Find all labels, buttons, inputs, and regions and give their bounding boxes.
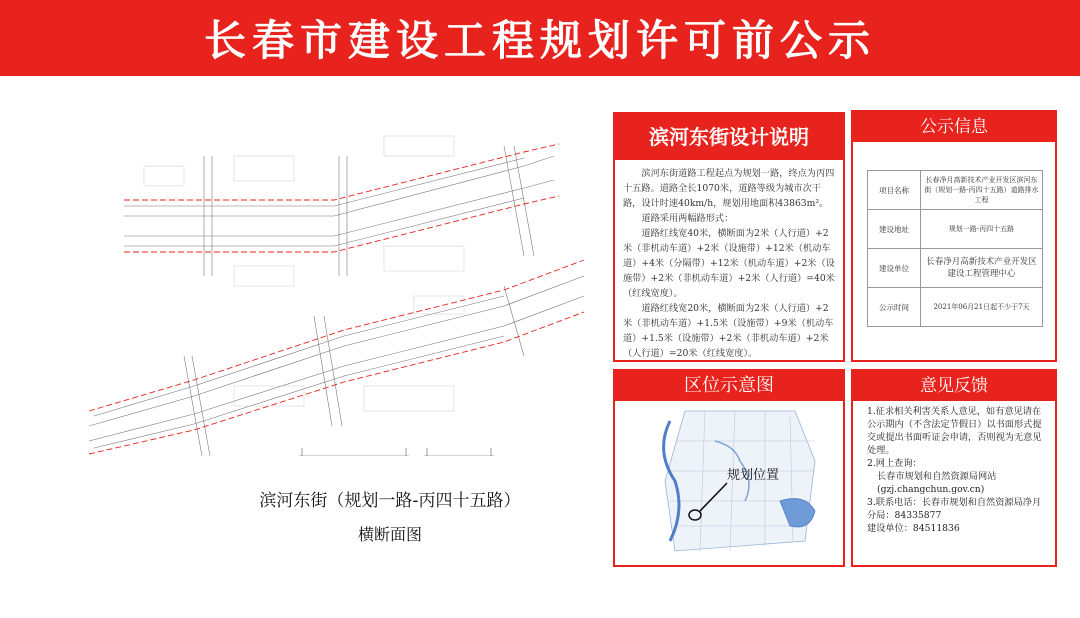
header-banner	[0, 0, 1080, 76]
info-value: 规划一路-丙四十五路	[921, 210, 1043, 249]
feedback-line: 1.征求相关利害关系人意见，如有意见请在公示期内（不含法定节假日）以书面形式提交或提出书面听证会申请，否则视为无意见处理。	[867, 406, 1042, 456]
feedback-body	[853, 401, 1055, 535]
info-key: 建设地址	[868, 210, 921, 249]
location-map-title: 区位示意图	[615, 371, 843, 401]
road-plan-drawing	[84, 96, 590, 456]
info-value: 长春净月高新技术产业开发区滨河东街（规划一路-丙四十五路）道路排水工程	[921, 171, 1043, 210]
page-title: 长春市建设工程规划许可前公示	[203, 16, 876, 65]
design-paragraph: 道路红线宽20米，横断面为2米（人行道）+2米（非机动车道）+1.5米（设施带）+9米（机动车道）+1.5米（设施带）+2米（非机动车道）+2米（人行道）=20米（红线宽度）。	[623, 303, 834, 359]
public-info-table	[867, 170, 1043, 327]
location-map-panel	[613, 369, 845, 567]
public-info-panel	[851, 110, 1057, 362]
road-plan-svg	[84, 96, 590, 456]
plan-caption: 滨河东街（规划一路-丙四十五路）	[259, 491, 521, 511]
public-info-title: 公示信息	[853, 112, 1055, 142]
table-row	[868, 171, 1043, 210]
info-key: 项目名称	[868, 171, 921, 210]
feedback-line: 长春市规划和自然资源局网站	[877, 471, 997, 482]
table-row	[868, 288, 1043, 327]
info-key: 公示时间	[868, 288, 921, 327]
design-paragraph: 道路采用两幅路形式：	[641, 213, 734, 224]
design-description-title: 滨河东街设计说明	[615, 114, 843, 160]
feedback-title: 意见反馈	[853, 371, 1055, 401]
info-key: 建设单位	[868, 249, 921, 288]
design-description-body	[615, 160, 843, 361]
table-row	[868, 249, 1043, 288]
feedback-line: 建设单位：84511836	[867, 523, 960, 534]
info-value: 长春净月高新技术产业开发区建设工程管理中心	[921, 249, 1043, 288]
feedback-panel	[851, 369, 1057, 567]
location-label: 规划位置	[727, 468, 780, 483]
feedback-line: 2.网上查询：	[867, 458, 922, 469]
location-map	[615, 401, 843, 561]
feedback-website-link[interactable]: (gzj.changchun.gov.cn)	[877, 484, 985, 495]
feedback-line: 3.联系电话：长春市规划和自然资源局净月分局：84335877	[867, 497, 1042, 521]
design-paragraph: 道路红线宽40米，横断面为2米（人行道）+2米（非机动车道）+2米（设施带）+12米（机动车道）+4米（分隔带）+12米（机动车道）+2米（设施带）+2米（非机动车道）+2米（人行道）=40米（红线宽度）。	[623, 228, 835, 299]
table-row	[868, 210, 1043, 249]
design-description-panel	[613, 112, 845, 362]
design-paragraph: 滨河东街道路工程起点为规划一路，终点为丙四十五路。道路全长1070米，道路等级为城市次干路，设计时速40km/h，规划用地面积43863m²。	[623, 168, 835, 209]
plan-subtitle: 横断面图	[357, 525, 422, 544]
info-value: 2021年06月21日起不少于7天	[921, 288, 1043, 327]
